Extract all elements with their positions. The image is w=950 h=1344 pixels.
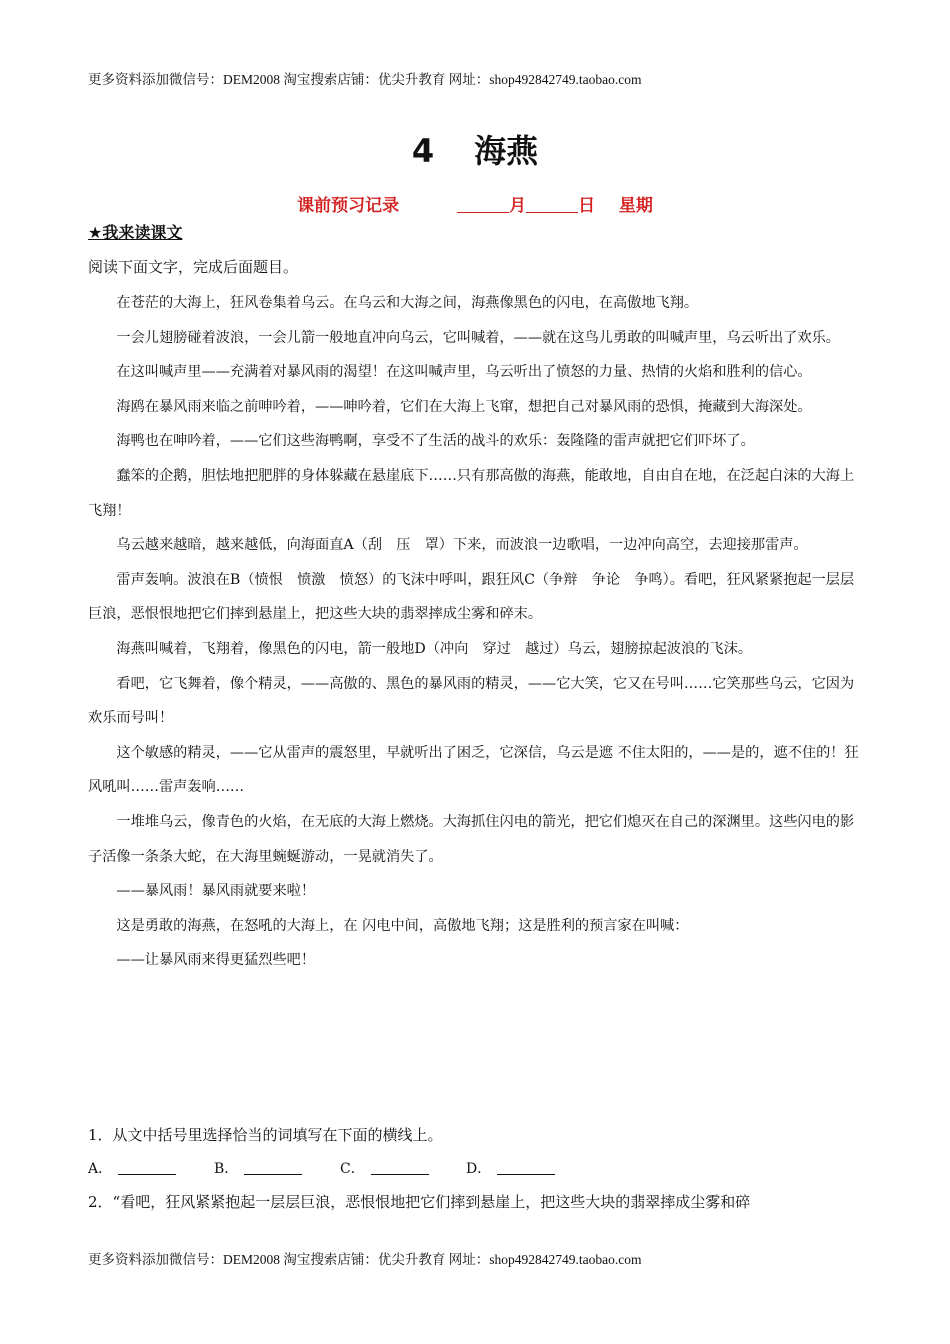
preview-record-label: 课前预习记录 xyxy=(297,196,400,216)
passage-paragraph: 雷声轰响。波浪在B（愤恨 愤激 愤怒）的飞沫中呼叫，跟狂风C（争辩 争论 争鸣）。看吧，狂风紧紧抱起一层层巨浪，恶恨恨地把它们摔到悬崖上，把这些大块的翡翠摔成尘雾和碎末。 xyxy=(88,571,855,623)
passage-paragraph: 这是勇敢的海燕，在怒吼的大海上，在 闪电中间，高傲地飞翔；这是胜利的预言家在叫喊： xyxy=(116,917,689,934)
reading-instruction: 阅读下面文字，完成后面题目。 xyxy=(88,258,299,276)
month-label: 月 xyxy=(509,196,527,216)
option-label-c: C． xyxy=(340,1161,365,1177)
option-label-a: A． xyxy=(88,1161,113,1177)
question-1: 1．从文中括号里选择恰当的词填写在下面的横线上。 xyxy=(88,1126,443,1144)
passage-paragraph: 这个敏感的精灵，——它从雷声的震怒里，早就听出了困乏，它深信，乌云是遮 不住太阳的，——是的，遮不住的！狂风吼叫……雷声轰响…… xyxy=(88,744,859,796)
answer-blank-d[interactable] xyxy=(497,1173,555,1175)
page-footer: 更多资料添加微信号：DEM2008 淘宝搜索店铺：优尖升教育 网址：shop492842749.taobao.com xyxy=(88,1252,642,1267)
day-label: 日 xyxy=(578,196,596,216)
page-header: 更多资料添加微信号：DEM2008 淘宝搜索店铺：优尖升教育 网址：shop492842749.taobao.com xyxy=(88,72,642,87)
lesson-name: 海燕 xyxy=(474,132,539,170)
question-1-answers xyxy=(88,1158,592,1178)
reading-passage xyxy=(88,286,868,978)
answer-blank-a[interactable] xyxy=(118,1173,176,1175)
lesson-number: 4 xyxy=(411,132,435,170)
passage-paragraph: 在苍茫的大海上，狂风卷集着乌云。在乌云和大海之间，海燕像黑色的闪电，在高傲地飞翔。 xyxy=(116,295,699,311)
lesson-title xyxy=(0,126,950,172)
passage-paragraph: 一堆堆乌云，像青色的火焰，在无底的大海上燃烧。大海抓住闪电的箭光，把它们熄灭在自己的深渊里。这些闪电的影子活像一条条大蛇，在大海里蜿蜒游动，一晃就消失了。 xyxy=(88,813,855,865)
passage-paragraph: 一会儿翅膀碰着波浪，一会儿箭一般地直冲向乌云，它叫喊着，——就在这鸟儿勇敢的叫喊声里，乌云听出了欢乐。 xyxy=(116,329,840,346)
passage-paragraph: 看吧，它飞舞着，像个精灵，——高傲的、黑色的暴风雨的精灵，——它大笑，它又在号叫……它笑那些乌云，它因为欢乐而号叫！ xyxy=(88,675,855,727)
passage-paragraph: 在这叫喊声里——充满着对暴风雨的渴望！在这叫喊声里，乌云听出了愤怒的力量、热情的火焰和胜利的信心。 xyxy=(116,364,812,381)
answer-blank-c[interactable] xyxy=(371,1173,429,1175)
passage-paragraph: 海鸭也在呻吟着，——它们这些海鸭啊，享受不了生活的战斗的欢乐：轰隆隆的雷声就把它们吓坏了。 xyxy=(116,433,755,450)
option-label-d: D． xyxy=(466,1161,492,1177)
weekday-label: 星期 xyxy=(618,196,653,216)
preview-record-line xyxy=(0,191,950,216)
question-2: 2．“看吧，狂风紧紧抱起一层层巨浪，恶恨恨地把它们摔到悬崖上，把这些大块的翡翠摔成尘雾和碎 xyxy=(88,1193,751,1211)
passage-paragraph: ——暴风雨！暴风雨就要来啦！ xyxy=(116,883,316,900)
option-label-b: B． xyxy=(214,1161,239,1177)
passage-paragraph: 海燕叫喊着，飞翔着，像黑色的闪电，箭一般地D（冲向 穿过 越过）乌云，翅膀掠起波浪的飞沫。 xyxy=(116,640,753,657)
passage-paragraph: 海鸥在暴风雨来临之前呻吟着，——呻吟着，它们在大海上飞窜，想把自己对暴风雨的恐惧，掩藏到大海深处。 xyxy=(116,398,812,415)
passage-paragraph: ——让暴风雨来得更猛烈些吧！ xyxy=(116,952,316,969)
passage-paragraph: 蠢笨的企鹅，胆怯地把肥胖的身体躲藏在悬崖底下……只有那高傲的海燕，能敢地，自由自在地，在泛起白沫的大海上飞翔！ xyxy=(88,467,855,519)
passage-paragraph: 乌云越来越暗，越来越低，向海面直A（刮 压 罩）下来，而波浪一边歌唱，一边冲向高空，去迎接那雷声。 xyxy=(116,537,808,554)
day-blank[interactable] xyxy=(526,211,578,213)
answer-blank-b[interactable] xyxy=(244,1173,302,1175)
section-heading: ★我来读课文 xyxy=(88,223,183,242)
month-blank[interactable] xyxy=(457,211,509,213)
